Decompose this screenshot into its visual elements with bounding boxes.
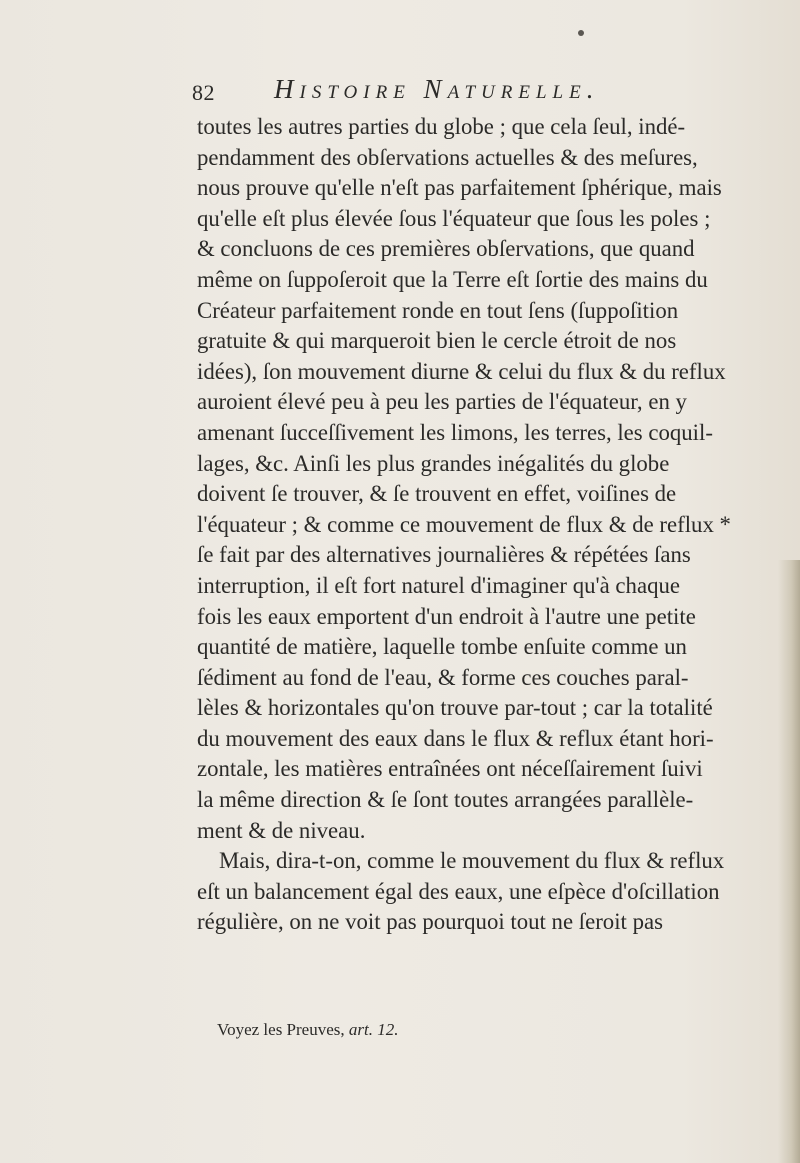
text-line: zontale, les matières entraînées ont néceſſairement ſuivi — [197, 756, 703, 782]
text-line: fois les eaux emportent d'un endroit à l'autre une petite — [197, 603, 696, 629]
text-line: Créateur parfaitement ronde en tout ſens (ſuppoſition — [197, 297, 679, 323]
text-line: eſt un balancement égal des eaux, une eſpèce d'oſcillation — [197, 878, 720, 904]
text-line: ment & de niveau. — [197, 817, 366, 843]
text-line: ſe fait par des alternatives journalières & répétées ſans — [197, 542, 691, 568]
text-line: lèles & horizontales qu'on trouve par-tout ; car la totalité — [197, 695, 713, 721]
footnote-prefix: Voyez les Preuves, — [217, 1020, 345, 1039]
text-line: même on ſuppoſeroit que la Terre eſt ſortie des mains du — [197, 266, 708, 292]
text-line: la même direction & ſe ſont toutes arrangées parallèle- — [197, 787, 694, 813]
body-text — [197, 112, 787, 938]
running-title: Histoire Naturelle. — [274, 74, 600, 104]
text-line: & concluons de ces premières obſervations, que quand — [197, 236, 695, 262]
page-number: 82 — [192, 80, 215, 105]
text-line: auroient élevé peu à peu les parties de l'équateur, en y — [197, 389, 687, 415]
text-line: du mouvement des eaux dans le flux & reflux étant hori- — [197, 725, 714, 751]
text-line: idées), ſon mouvement diurne & celui du flux & du reflux — [197, 358, 726, 384]
text-line: toutes les autres parties du globe ; que cela ſeul, indé- — [197, 114, 686, 139]
ink-speck — [578, 30, 584, 36]
footnote — [217, 1020, 398, 1040]
text-line: régulière, on ne voit pas pourquoi tout ne ſeroit pas — [197, 909, 663, 935]
footnote-reference: art. 12. — [348, 1020, 399, 1039]
text-line: quantité de matière, laquelle tombe enſuite comme un — [197, 634, 687, 660]
text-line: ſédiment au fond de l'eau, & forme ces couches paral- — [197, 664, 689, 690]
text-line: interruption, il eſt fort naturel d'imaginer qu'à chaque — [197, 572, 680, 598]
text-line: doivent ſe trouver, & ſe trouvent en effet, voiſines de — [197, 481, 677, 507]
text-line: l'équateur ; & comme ce mouvement de flux & de reflux * — [197, 511, 731, 537]
page-header — [192, 74, 652, 108]
text-line: qu'elle eſt plus élevée ſous l'équateur que ſous les poles ; — [197, 205, 711, 231]
text-line: amenant ſucceſſivement les limons, les terres, les coquil- — [197, 419, 713, 445]
text-line: nous prouve qu'elle n'eſt pas parfaitement ſphérique, mais — [197, 175, 722, 201]
text-line: Mais, dira-t-on, comme le mouvement du flux & reflux — [219, 848, 725, 874]
text-line: gratuite & qui marqueroit bien le cercle étroit de nos — [197, 328, 677, 354]
text-line: lages, &c. Ainſi les plus grandes inégalités du globe — [197, 450, 670, 476]
text-line: pendamment des obſervations actuelles & des meſures, — [197, 144, 698, 170]
